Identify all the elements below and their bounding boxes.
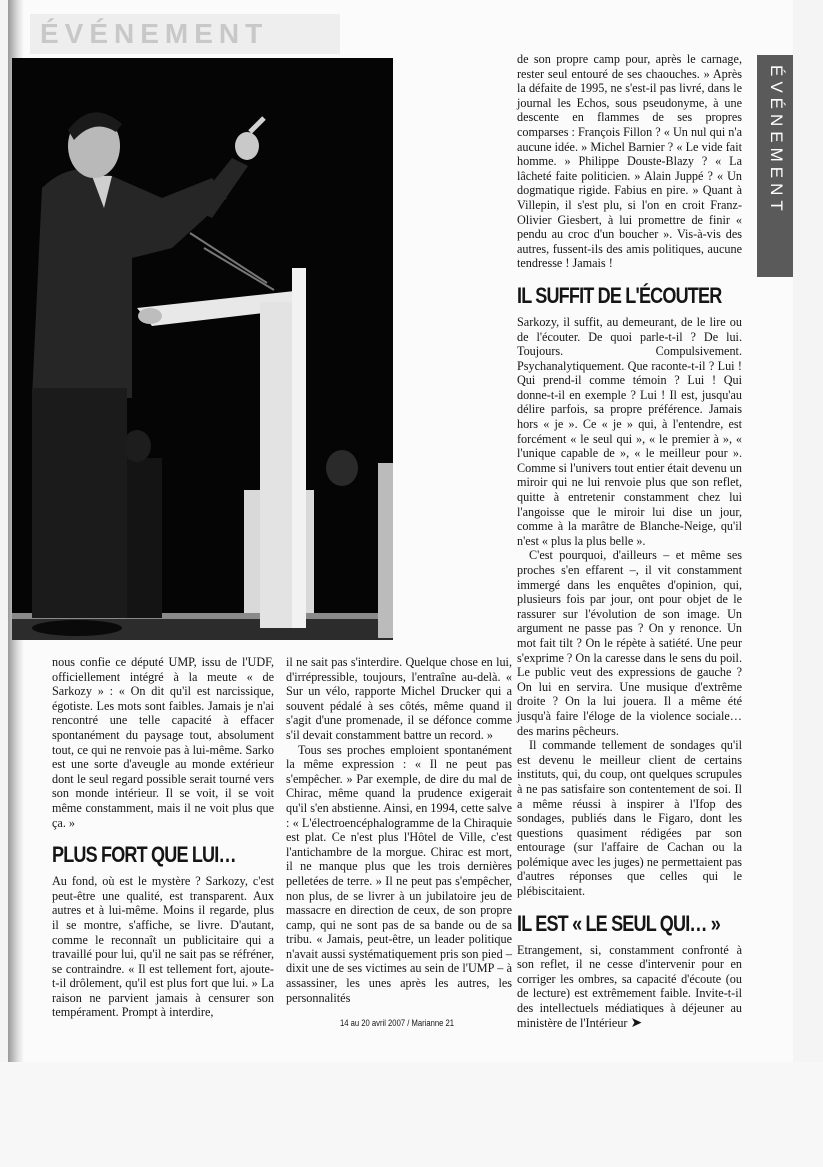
- speaker-photo: [12, 58, 393, 640]
- paragraph: C'est pourquoi, d'ailleurs – et même ses proches s'en effarent –, il vit constamment immergé dans les enquêtes d'opinion, qui, plusieurs fois par jour, ont pour objet de le rassurer sur l'évolution de son image. Un argument ne passe pas ? On y renonce. Un mot fait tilt ? On le répète à satiété. Une peur s'exprime ? On la caresse dans le sens du poil. Le public veut des expressions de gauche ? On lui en servira. Une musique d'extrême droite ? On la lui jouera. Il a même été jusqu'à faire l'éloge de la violence sociale… des marins pêcheurs.: [517, 548, 742, 738]
- paragraph: [517, 943, 742, 1031]
- paragraph-text: Etrangement, si, constamment confronté à son reflet, il ne cesse d'intervenir pour en corriger les ombres, sa capacité d'écoute (ou de lecture) est extrêmement faible. Invite-t-il des intellectuels médiatiques à déjeuner au ministère de l'Intérieur: [517, 942, 742, 1030]
- speaker-at-podium-image: [12, 58, 393, 640]
- paragraph: nous confie ce député UMP, issu de l'UDF, officiellement intégré à la meute « de Sarkozy » : « On dit qu'il est narcissique, égotiste. Les mots sont faibles. Jamais je n'ai rencontré une telle capacité à effacer spontanément du paysage tout, absolument tout, ce qui ne renvoie pas à lui-même. Sarko est une sorte d'aveugle au monde extérieur dont le seul regard possible serait tourné vers son monde intérieur. Il se voit, il se voit même constamment, mais il ne voit plus que ça. »: [52, 655, 274, 830]
- section-heading: IL EST « LE SEUL QUI… »: [517, 910, 721, 936]
- section-side-tab: [757, 55, 793, 277]
- article-column-3: [517, 52, 742, 1030]
- section-tab-label: ÉVÉNEMENT: [767, 65, 786, 216]
- page-footer: 14 au 20 avril 2007 / Marianne 21: [340, 1018, 454, 1028]
- paragraph: Il commande tellement de sondages qu'il est devenu le meilleur client de certains instituts, qui, du coup, ont quelques scrupules à ne pas satisfaire son contentement de soi. Il a même réussi à inspirer à l'Ifop des sondages, publiés dans le Figaro, dont les questions quasiment rédigées par son entourage (sur l'affaire de Cachan ou la polémique avec les juges) ne permettaient pas d'autres réponses que celles qui le plébiscitaient.: [517, 738, 742, 899]
- article-column-1: [52, 655, 274, 1020]
- continue-arrow-icon: ➤: [630, 1014, 643, 1031]
- section-heading: PLUS FORT QUE LUI…: [52, 842, 236, 868]
- scan-margin: [0, 1062, 823, 1167]
- section-heading: IL SUFFIT DE L'ÉCOUTER: [517, 282, 722, 308]
- paragraph: Au fond, où est le mystère ? Sarkozy, c'est peut-être une qualité, est transparent. Aux autres et à lui-même. Moins il regarde, plus il se montre, s'affiche, se livre. D'autant, comme le reconnaît un publicitaire qui a travaillé pour lui, qu'il ne sait pas se réfréner, se contraindre. « Il est tellement fort, ajoute-t-il drôlement, qu'il est plus fort que lui. » La raison ne parvient jamais à censurer son tempérament. Prompt à interdire,: [52, 874, 274, 1020]
- paragraph: Sarkozy, il suffit, au demeurant, de le lire ou de l'écouter. De quoi parle-t-il ? De lui. Toujours. Compulsivement. Psychanalytiquement. Que raconte-t-il ? Lui ! Qui prend-il comme témoin ? Lui ! Qui donne-t-il en exemple ? Lui ! Il est, jusqu'au délire parfois, sa propre préférence. Jamais hors « je ». Ce « je » qui, à l'entendre, est forcément « le seul qui », « le premier à », « l'unique capable de », « le meilleur pour ». Comme si l'univers tout entier était devenu un miroir qui ne lui renvoie plus que son reflet, quitte à entretenir constamment chez lui l'angoisse que le miroir lui dise un jour, comme à la marâtre de Blanche-Neige, qu'il n'est « plus la plus belle ».: [517, 314, 742, 548]
- paragraph: Tous ses proches emploient spontanément la même expression : « Il ne peut pas s'empêcher. » Par exemple, de dire du mal de Chirac, même quand la prudence exigerait qu'il s'en abstienne. Ainsi, en 1994, cette salve : « L'électroencéphalogramme de la Chiraquie est plat. Ce n'est plus l'Hôtel de Ville, c'est l'antichambre de la morgue. Chirac est mort, il ne manque plus que les trois dernières pelletées de terre. » Il ne peut pas s'empêcher, non plus, de se livrer à un jubilatoire jeu de massacre en direction de ceux, de son propre camp, qui ne sont pas de sa bande ou de sa tribu. « Jamais, peut-être, un leader politique n'avait aussi systématiquement pris son pied – dixit une de ses victimes au sein de l'UMP – à assassiner, les unes après les autres, les personnalités: [286, 742, 512, 1005]
- paragraph: il ne sait pas s'interdire. Quelque chose en lui, d'irrépressible, toujours, l'entraîne au-delà. « Sur un vélo, rapporte Michel Drucker qui a souvent pédalé à ses côtés, même quand il s'agit d'une promenade, il se défonce comme s'il devait constamment battre un record. »: [286, 655, 512, 742]
- section-header-ghost: ÉVÉNEMENT: [30, 14, 340, 54]
- article-column-2: [286, 655, 512, 1005]
- paragraph: de son propre camp pour, après le carnage, rester seul entouré de ses chaouches. » Après la défaite de 1995, ne s'est-il pas livré, dans le journal les Echos, sous pseudonyme, à une descente en flammes de ses propres comparses : François Fillon ? « Un nul qui n'a aucune idée. » Michel Barnier ? « Le vide fait homme. » Philippe Douste-Blazy ? « La lâcheté faite politicien. » Alain Juppé ? « Un dogmatique rigide. Fabius en pire. » Quant à Villepin, il s'est plu, si l'on en croit Franz-Olivier Giesbert, à lui promettre de finir « pendu au croc d'un boucher ». Vis-à-vis des autres, fussent-ils des amis politiques, aucune tendresse ! Jamais !: [517, 52, 742, 271]
